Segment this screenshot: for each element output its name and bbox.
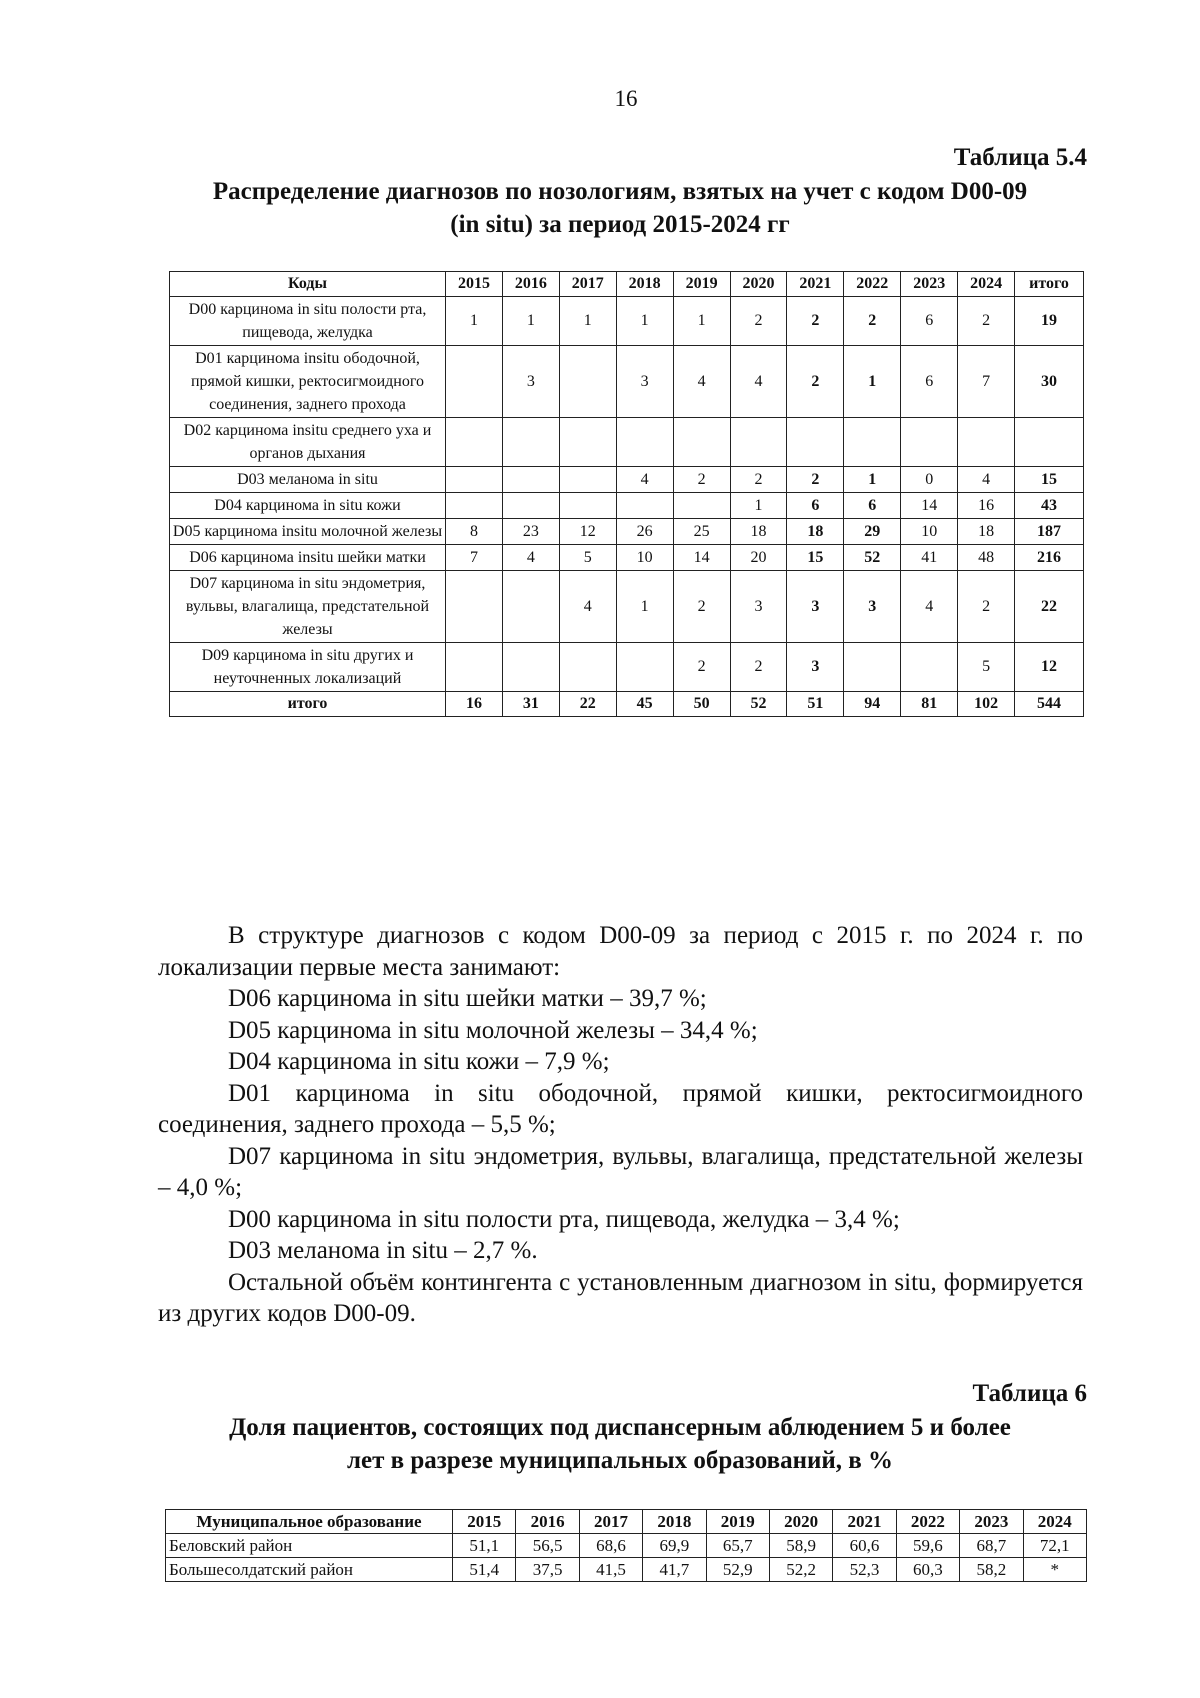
total-value-cell: 22 [559, 692, 616, 717]
value-cell: 2 [787, 467, 844, 493]
value-cell: 1 [616, 297, 673, 346]
total-value-cell: 45 [616, 692, 673, 717]
value-cell: 4 [673, 346, 730, 418]
value-cell: * [1023, 1558, 1086, 1582]
col-header: Коды [170, 272, 446, 297]
body-text [158, 920, 1083, 1330]
value-cell [730, 418, 787, 467]
table-row [170, 493, 1084, 519]
value-cell: 2 [730, 643, 787, 692]
value-cell [673, 493, 730, 519]
total-value-cell: 94 [844, 692, 901, 717]
value-cell: 12 [559, 519, 616, 545]
table-5-4-label: Таблица 5.4 [953, 144, 1087, 171]
municipality-cell: Беловский район [166, 1534, 453, 1558]
value-cell: 216 [1015, 545, 1084, 571]
value-cell [1015, 418, 1084, 467]
col-header: 2016 [516, 1510, 579, 1534]
closing-paragraph: Остальной объём контингента с установленным диагнозом in situ, формируется из других кодов D00-09. [158, 1268, 1083, 1327]
value-cell [502, 418, 559, 467]
total-value-cell: 51 [787, 692, 844, 717]
value-cell [446, 643, 503, 692]
table-5-4 [169, 271, 1084, 717]
total-value-cell: 31 [502, 692, 559, 717]
code-cell: D00 карцинома in situ полости рта, пищевода, желудка [170, 297, 446, 346]
value-cell: 18 [787, 519, 844, 545]
value-cell [559, 467, 616, 493]
value-cell: 52 [844, 545, 901, 571]
col-header: 2015 [453, 1510, 516, 1534]
value-cell: 6 [901, 346, 958, 418]
table-row [170, 297, 1084, 346]
value-cell: 2 [787, 297, 844, 346]
table-6-title [150, 1411, 1090, 1477]
value-cell: 16 [958, 493, 1015, 519]
value-cell: 1 [673, 297, 730, 346]
col-header: 2022 [844, 272, 901, 297]
value-cell: 6 [901, 297, 958, 346]
col-header: 2017 [559, 272, 616, 297]
value-cell [901, 418, 958, 467]
col-header: 2018 [643, 1510, 706, 1534]
list-item-d01: D01 карцинома in situ ободочной, прямой кишки, ректосигмоидного соединения, заднего прохода – 5,5 %; [158, 1079, 1083, 1138]
col-header: 2017 [579, 1510, 642, 1534]
value-cell: 51,4 [453, 1558, 516, 1582]
value-cell: 1 [844, 467, 901, 493]
value-cell: 56,5 [516, 1534, 579, 1558]
col-header: 2018 [616, 272, 673, 297]
table-row [170, 545, 1084, 571]
value-cell: 4 [901, 571, 958, 643]
value-cell: 18 [730, 519, 787, 545]
col-header: 2019 [706, 1510, 769, 1534]
value-cell [446, 346, 503, 418]
table-5-4-title-line-2: (in situ) за период 2015-2024 гг [450, 211, 790, 238]
code-cell: D05 карцинома insitu молочной железы [170, 519, 446, 545]
col-header: 2024 [1023, 1510, 1086, 1534]
value-cell [446, 467, 503, 493]
table-6 [165, 1509, 1087, 1582]
value-cell: 51,1 [453, 1534, 516, 1558]
value-cell: 1 [502, 297, 559, 346]
value-cell: 41,5 [579, 1558, 642, 1582]
value-cell: 43 [1015, 493, 1084, 519]
col-header: 2016 [502, 272, 559, 297]
value-cell: 48 [958, 545, 1015, 571]
value-cell [502, 571, 559, 643]
total-value-cell: 52 [730, 692, 787, 717]
col-header: 2015 [446, 272, 503, 297]
table-row [170, 346, 1084, 418]
col-header: 2021 [787, 272, 844, 297]
table-row [170, 467, 1084, 493]
value-cell [559, 643, 616, 692]
value-cell: 5 [559, 545, 616, 571]
value-cell: 2 [958, 571, 1015, 643]
col-header: 2023 [960, 1510, 1023, 1534]
value-cell: 4 [502, 545, 559, 571]
value-cell: 10 [901, 519, 958, 545]
value-cell [673, 418, 730, 467]
value-cell [502, 643, 559, 692]
value-cell: 59,6 [896, 1534, 959, 1558]
col-header: 2020 [730, 272, 787, 297]
value-cell [901, 643, 958, 692]
value-cell: 3 [616, 346, 673, 418]
value-cell: 7 [446, 545, 503, 571]
col-header: 2022 [896, 1510, 959, 1534]
value-cell: 25 [673, 519, 730, 545]
value-cell: 6 [844, 493, 901, 519]
value-cell: 37,5 [516, 1558, 579, 1582]
list-item: D06 карцинома in situ шейки матки – 39,7 %; [228, 985, 707, 1012]
table-5-4-title [150, 175, 1090, 241]
code-cell: D02 карцинома insitu среднего уха и органов дыхания [170, 418, 446, 467]
page-number: 16 [614, 86, 638, 111]
value-cell [616, 643, 673, 692]
value-cell: 15 [787, 545, 844, 571]
value-cell: 58,9 [769, 1534, 832, 1558]
list-item-d07: D07 карцинома in situ эндометрия, вульвы, влагалища, предстательной железы – 4,0 %; [158, 1142, 1083, 1201]
value-cell: 69,9 [643, 1534, 706, 1558]
total-row [170, 692, 1084, 717]
value-cell: 26 [616, 519, 673, 545]
value-cell [502, 467, 559, 493]
value-cell: 68,7 [960, 1534, 1023, 1558]
value-cell: 1 [446, 297, 503, 346]
value-cell: 4 [616, 467, 673, 493]
table-row [166, 1558, 1087, 1582]
value-cell: 3 [787, 643, 844, 692]
total-label: итого [170, 692, 446, 717]
value-cell [559, 346, 616, 418]
value-cell: 2 [787, 346, 844, 418]
code-cell: D09 карцинома in situ других и неуточненных локализаций [170, 643, 446, 692]
value-cell: 30 [1015, 346, 1084, 418]
value-cell: 1 [616, 571, 673, 643]
table-row [170, 571, 1084, 643]
list-item: D04 карцинома in situ кожи – 7,9 %; [228, 1048, 610, 1075]
value-cell [502, 493, 559, 519]
table-row [170, 418, 1084, 467]
value-cell: 7 [958, 346, 1015, 418]
value-cell: 3 [844, 571, 901, 643]
value-cell: 52,9 [706, 1558, 769, 1582]
col-header: 2021 [833, 1510, 896, 1534]
total-value-cell: 81 [901, 692, 958, 717]
value-cell: 6 [787, 493, 844, 519]
value-cell: 29 [844, 519, 901, 545]
total-value-cell: 16 [446, 692, 503, 717]
value-cell: 1 [730, 493, 787, 519]
total-value-cell: 102 [958, 692, 1015, 717]
value-cell: 23 [502, 519, 559, 545]
municipality-cell: Большесолдатский район [166, 1558, 453, 1582]
value-cell: 5 [958, 643, 1015, 692]
value-cell: 60,6 [833, 1534, 896, 1558]
col-header: Муниципальное образование [166, 1510, 453, 1534]
value-cell: 2 [673, 571, 730, 643]
value-cell: 12 [1015, 643, 1084, 692]
value-cell: 19 [1015, 297, 1084, 346]
value-cell [616, 493, 673, 519]
table-5-4-title-line-1: Распределение диагнозов по нозологиям, взятых на учет с кодом D00-09 [212, 178, 1028, 205]
value-cell: 2 [730, 297, 787, 346]
code-cell: D01 карцинома insitu ободочной, прямой кишки, ректосигмоидного соединения, заднего прохода [170, 346, 446, 418]
value-cell: 22 [1015, 571, 1084, 643]
value-cell: 58,2 [960, 1558, 1023, 1582]
value-cell: 8 [446, 519, 503, 545]
value-cell: 4 [559, 571, 616, 643]
value-cell: 2 [673, 643, 730, 692]
value-cell [446, 571, 503, 643]
value-cell: 41 [901, 545, 958, 571]
table-header-row [166, 1510, 1087, 1534]
value-cell: 1 [559, 297, 616, 346]
value-cell: 72,1 [1023, 1534, 1086, 1558]
value-cell [787, 418, 844, 467]
table-header-row [170, 272, 1084, 297]
value-cell: 4 [730, 346, 787, 418]
list-item-d03: D03 меланома in situ – 2,7 %. [228, 1237, 538, 1264]
value-cell [844, 418, 901, 467]
value-cell: 18 [958, 519, 1015, 545]
code-cell: D04 карцинома in situ кожи [170, 493, 446, 519]
value-cell: 52,3 [833, 1558, 896, 1582]
col-header: 2019 [673, 272, 730, 297]
total-value-cell: 50 [673, 692, 730, 717]
value-cell [446, 418, 503, 467]
value-cell: 3 [502, 346, 559, 418]
value-cell: 52,2 [769, 1558, 832, 1582]
value-cell: 20 [730, 545, 787, 571]
value-cell [958, 418, 1015, 467]
value-cell: 4 [958, 467, 1015, 493]
value-cell: 1 [844, 346, 901, 418]
table-6-title-line-1: Доля пациентов, состоящих под диспансерным аблюдением 5 и более [229, 1414, 1011, 1441]
intro-paragraph: В структуре диагнозов с кодом D00-09 за период с 2015 г. по 2024 г. по локализации первые места занимают: [158, 922, 1083, 981]
col-header: 2024 [958, 272, 1015, 297]
code-cell: D03 меланома in situ [170, 467, 446, 493]
table-row [166, 1534, 1087, 1558]
value-cell [844, 643, 901, 692]
code-cell: D07 карцинома in situ эндометрия, вульвы, влагалища, предстательной железы [170, 571, 446, 643]
value-cell [559, 418, 616, 467]
value-cell: 2 [673, 467, 730, 493]
value-cell: 15 [1015, 467, 1084, 493]
value-cell: 0 [901, 467, 958, 493]
list-item: D05 карцинома in situ молочной железы – 34,4 %; [228, 1016, 758, 1044]
table-6-title-line-2: лет в разрезе муниципальных образований, в % [346, 1447, 894, 1474]
value-cell: 187 [1015, 519, 1084, 545]
value-cell: 2 [844, 297, 901, 346]
col-header: 2023 [901, 272, 958, 297]
col-header: итого [1015, 272, 1084, 297]
value-cell: 60,3 [896, 1558, 959, 1582]
value-cell: 14 [673, 545, 730, 571]
value-cell: 10 [616, 545, 673, 571]
value-cell: 68,6 [579, 1534, 642, 1558]
value-cell [446, 493, 503, 519]
value-cell: 3 [787, 571, 844, 643]
value-cell: 65,7 [706, 1534, 769, 1558]
table-row [170, 519, 1084, 545]
value-cell [616, 418, 673, 467]
value-cell: 2 [730, 467, 787, 493]
total-value-cell: 544 [1015, 692, 1084, 717]
code-cell: D06 карцинома insitu шейки матки [170, 545, 446, 571]
value-cell: 14 [901, 493, 958, 519]
value-cell: 41,7 [643, 1558, 706, 1582]
table-6-label: Таблица 6 [972, 1380, 1087, 1407]
value-cell [559, 493, 616, 519]
value-cell: 2 [958, 297, 1015, 346]
table-row [170, 643, 1084, 692]
col-header: 2020 [769, 1510, 832, 1534]
value-cell: 3 [730, 571, 787, 643]
list-item-d00: D00 карцинома in situ полости рта, пищевода, желудка – 3,4 %; [228, 1205, 900, 1233]
